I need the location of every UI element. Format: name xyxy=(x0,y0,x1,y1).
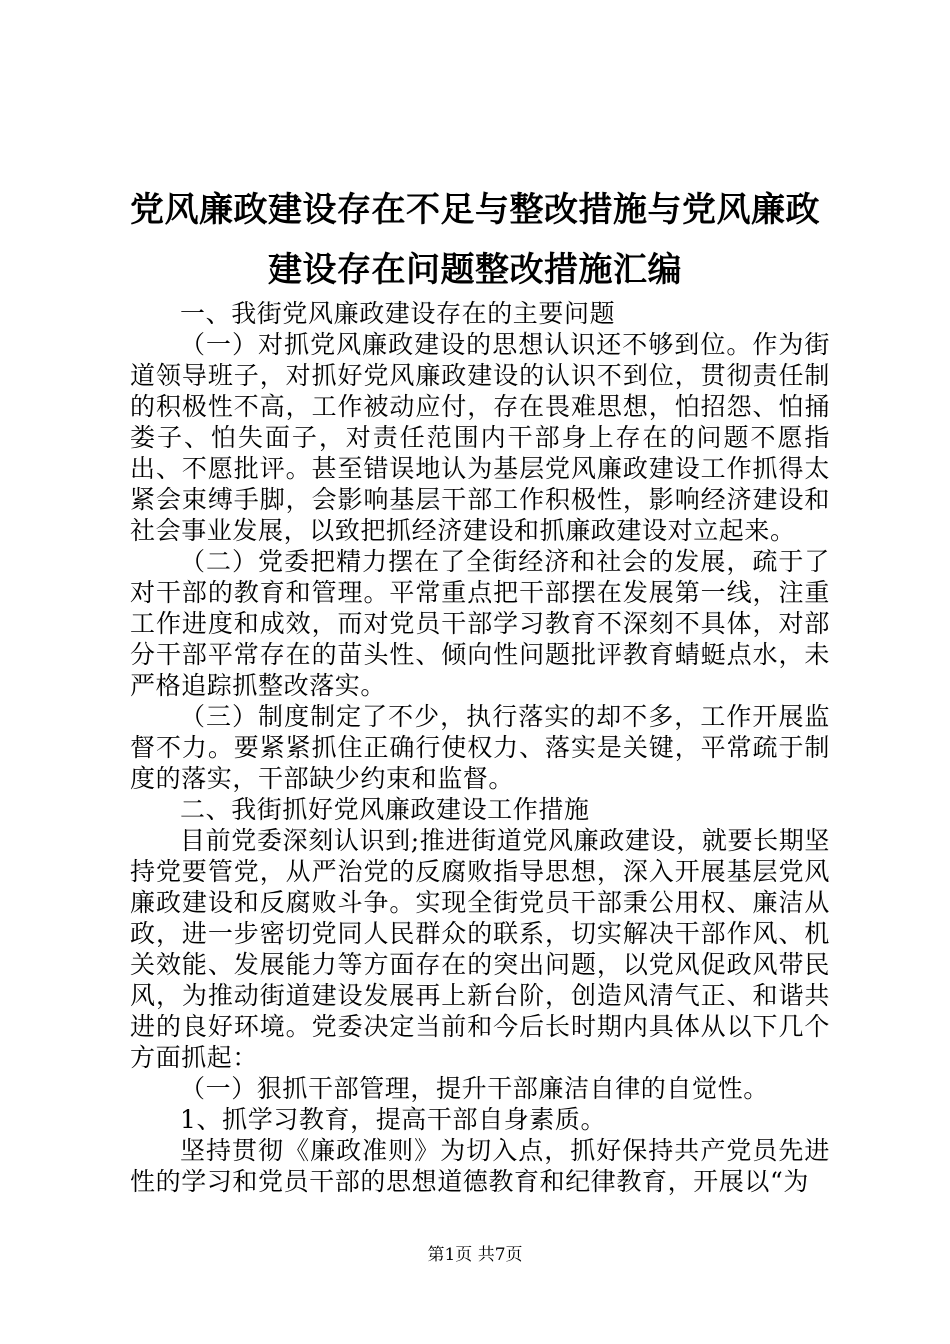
subheading-1-1: 1、抓学习教育，提高干部自身素质。 xyxy=(180,1105,607,1134)
paragraph-5: 坚持贯彻《廉政准则》为切入点，抓好保持共产党员先进性的学习和党员干部的思想道德教育和纪律教育，开展以“为 xyxy=(130,1136,830,1196)
paragraph-4: 目前党委深刻认识到;推进街道党风廉政建设，就要长期坚持党要管党，从严治党的反腐败指导思想，深入开展基层党风廉政建设和反腐败斗争。实现全街党员干部秉公用权、廉洁从政，进一步密切党同人民群众的联系，切实解决干部作风、机关效能、发展能力等方面存在的突出问题，以党风促政风带民风，为推动街道建设发展再上新台阶，创造风清气正、和谐共进的良好环境。党委决定当前和今后长时期内具体从以下几个方面抓起： xyxy=(130,826,830,1072)
section-heading-1: 一、我街党风廉政建设存在的主要问题 xyxy=(180,299,616,328)
section-heading-2: 二、我街抓好党风廉政建设工作措施 xyxy=(180,795,590,824)
subheading-1: （一）狠抓干部管理，提升干部廉洁自律的自觉性。 xyxy=(180,1074,769,1103)
document-body xyxy=(130,298,830,1197)
paragraph-2: （二）党委把精力摆在了全街经济和社会的发展，疏于了对干部的教育和管理。平常重点把干部摆在发展第一线，注重工作进度和成效，而对党员干部学习教育不深刻不具体，对部分干部平常存在的苗头性、倾向性问题批评教育蜻蜓点水，未严格追踪抓整改落实。 xyxy=(130,547,830,700)
document-title-line-1: 党风廉政建设存在不足与整改措施与党风廉政 xyxy=(130,190,820,230)
paragraph-3: （三）制度制定了不少，执行落实的却不多，工作开展监督不力。要紧紧抓住正确行使权力、落实是关键，平常疏于制度的落实，干部缺少约束和监督。 xyxy=(130,702,830,793)
paragraph-1: （一）对抓党风廉政建设的思想认识还不够到位。作为街道领导班子，对抓好党风廉政建设的认识不到位，贯彻责任制的积极性不高，工作被动应付，存在畏难思想，怕招怨、怕捅娄子、怕失面子，对责任范围内干部身上存在的问题不愿指出、不愿批评。甚至错误地认为基层党风廉政建设工作抓得太紧会束缚手脚，会影响基层干部工作积极性，影响经济建设和社会事业发展，以致把抓经济建设和抓廉政建设对立起来。 xyxy=(130,330,830,545)
document-title-line-2: 建设存在问题整改措施汇编 xyxy=(268,250,682,290)
page-footer: 第1页 共7页 xyxy=(427,1245,523,1265)
